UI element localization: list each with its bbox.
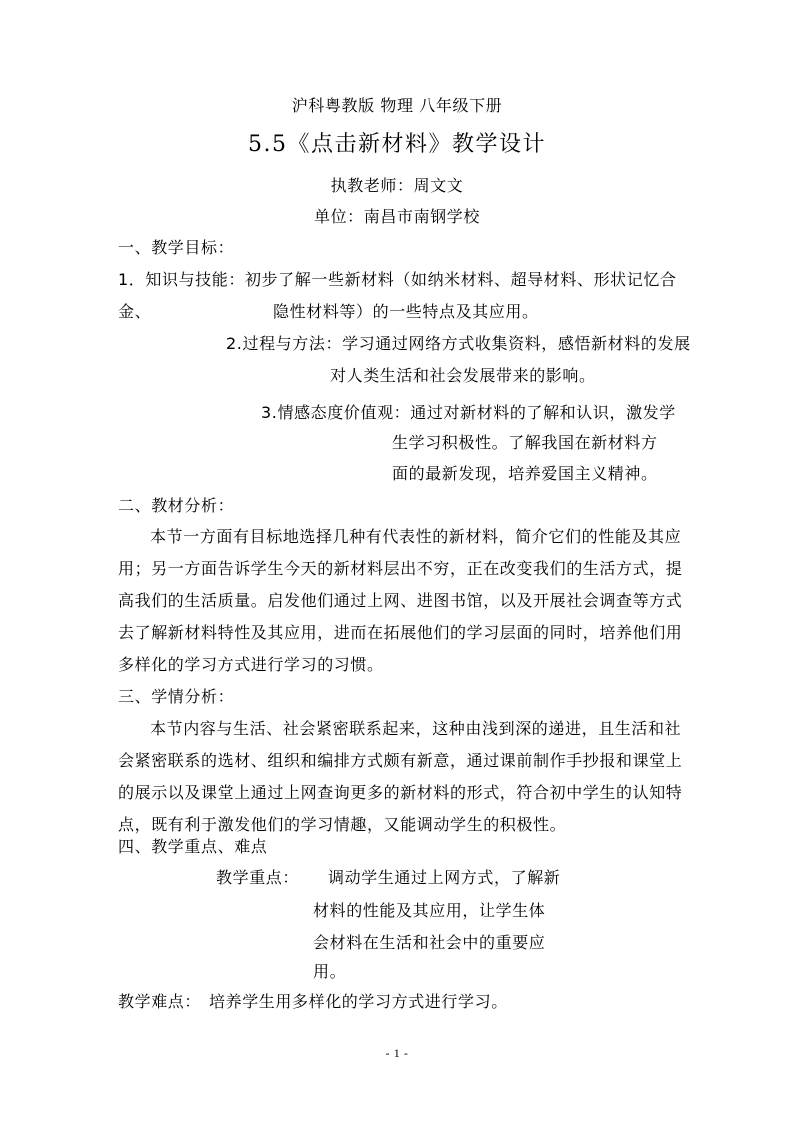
objective-2-line-1: 2.过程与方法：学习通过网络方式收集资料，感悟新材料的发展 (226, 334, 691, 353)
material-analysis-line: 多样化的学习方式进行学习的习惯。 (118, 655, 384, 674)
page-number: - 1 - (385, 1046, 409, 1060)
teacher-line: 执教老师：周文文 (330, 176, 464, 195)
section-heading-material-analysis: 二、教材分析： (118, 496, 235, 515)
objective-3-line-3: 面的最新发现，培养爱国主义精神。 (392, 464, 658, 483)
student-analysis-line: 点，既有利于激发他们的学习情趣，又能调动学生的积极性。 (118, 815, 567, 834)
material-analysis-line: 去了解新材料特性及其应用，进而在拓展他们的学习层面的同时，培养他们用 (118, 623, 683, 642)
doc-title: 5.5《点击新材料》教学设计 (248, 132, 546, 157)
objective-1-line-1: 1．知识与技能：初步了解一些新材料（如纳米材料、超导材料、形状记忆合 (118, 270, 677, 289)
material-analysis-line: 高我们的生活质量。启发他们通过上网、进图书馆，以及开展社会调查等方式 (118, 591, 683, 610)
student-analysis-line: 的展示以及课堂上通过上网查询更多的新材料的形式，符合初中学生的认知特 (118, 783, 683, 802)
difficult-point-text: 培养学生用多样化的学习方式进行学习。 (209, 992, 508, 1011)
objective-2-line-2: 对人类生活和社会发展带来的影响。 (330, 366, 596, 385)
material-analysis-line: 本节一方面有目标地选择几种有代表性的新材料，简介它们的性能及其应 (150, 527, 682, 546)
objective-1-line-2a: 金、 (118, 302, 152, 321)
difficult-point-label: 教学难点： (118, 992, 202, 1011)
key-point-line: 材料的性能及其应用，让学生体 (313, 901, 546, 920)
student-analysis-line: 本节内容与生活、社会紧密联系起来，这种由浅到深的递进，且生活和社 (150, 719, 682, 738)
section-heading-student-analysis: 三、学情分析： (118, 687, 235, 706)
key-point-line: 调动学生通过上网方式，了解新 (328, 868, 561, 887)
section-heading-key-difficult: 四、教学重点、难点 (118, 837, 268, 856)
material-analysis-line: 用；另一方面告诉学生今天的新材料层出不穷，正在改变我们的生活方式，提 (118, 559, 683, 578)
key-point-line: 会材料在生活和社会中的重要应 (313, 933, 546, 952)
unit-line: 单位：南昌市南钢学校 (313, 207, 480, 226)
objective-3-line-1: 3.情感态度价值观：通过对新材料的了解和认识，激发学 (261, 403, 676, 422)
section-heading-objectives: 一、教学目标： (118, 238, 235, 257)
objective-1-line-2b: 隐性材料等）的一些特点及其应用。 (273, 302, 539, 321)
student-analysis-line: 会紧密联系的选材、组织和编排方式颇有新意，通过课前制作手抄报和课堂上 (118, 751, 683, 770)
key-point-label: 教学重点： (216, 868, 300, 887)
doc-subtitle: 沪科粤教版 物理 八年级下册 (291, 96, 503, 115)
key-point-line: 用。 (313, 962, 347, 981)
objective-3-line-2: 生学习积极性。了解我国在新材料方 (392, 433, 658, 452)
